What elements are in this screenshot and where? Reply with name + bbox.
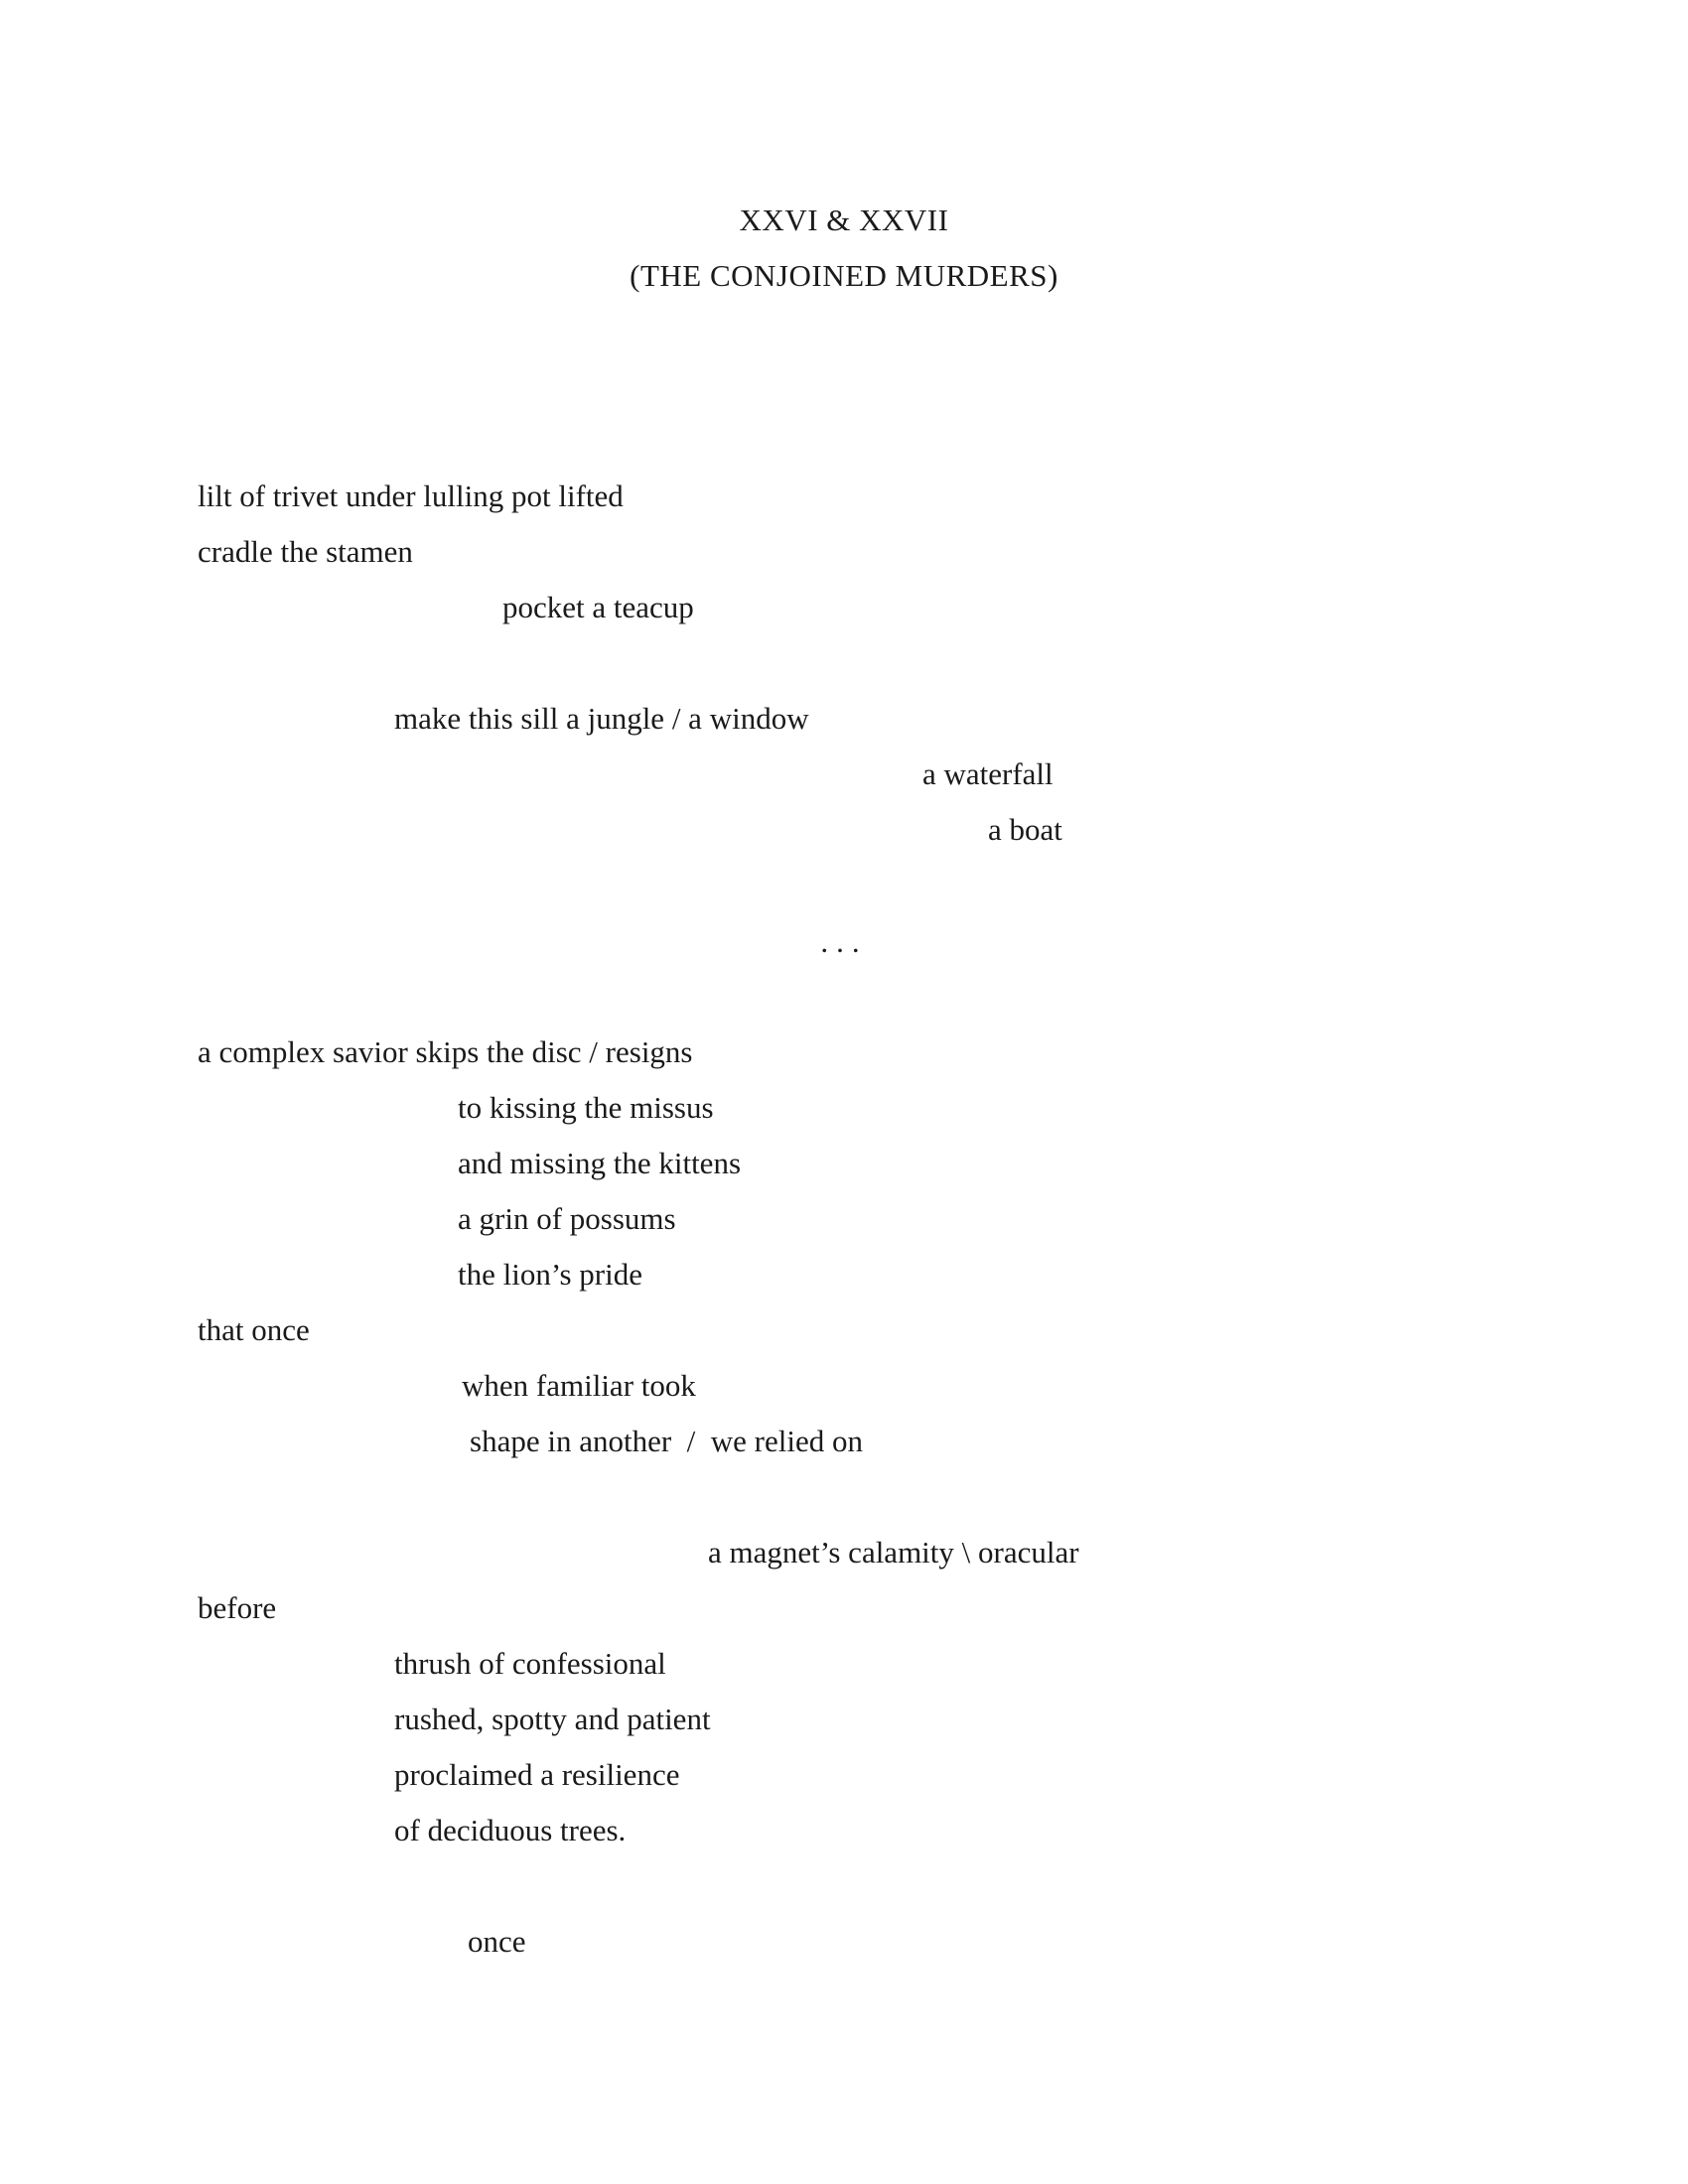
poem-line: a waterfall bbox=[922, 756, 1054, 791]
poem-line: proclaimed a resilience bbox=[394, 1757, 680, 1792]
poem-line: thrush of confessional bbox=[394, 1646, 666, 1681]
poem-line: lilt of trivet under lulling pot lifted bbox=[198, 478, 624, 513]
poem-line: and missing the kittens bbox=[458, 1146, 742, 1180]
poem-line: a magnet’s calamity \ oracular bbox=[708, 1535, 1079, 1570]
poem-line: make this sill a jungle / a window bbox=[394, 701, 809, 736]
poem-line: a grin of possums bbox=[458, 1201, 676, 1236]
poem-line: that once bbox=[198, 1312, 310, 1347]
page-title: XXVI & XXVII bbox=[739, 203, 949, 237]
poem-line: once bbox=[468, 1924, 526, 1959]
section-separator: ... bbox=[820, 924, 868, 959]
page-subtitle: (THE CONJOINED MURDERS) bbox=[630, 258, 1058, 293]
poem-line: a complex savior skips the disc / resigns bbox=[198, 1034, 693, 1069]
poem-line: pocket a teacup bbox=[502, 590, 694, 624]
poem-line: the lion’s pride bbox=[458, 1257, 642, 1292]
poem-line: a boat bbox=[988, 812, 1062, 847]
poem-line: cradle the stamen bbox=[198, 534, 413, 569]
poem-line: before bbox=[198, 1590, 277, 1625]
poem-line: to kissing the missus bbox=[458, 1090, 714, 1125]
poem-line: shape in another / we relied on bbox=[470, 1424, 863, 1458]
poem-line: of deciduous trees. bbox=[394, 1813, 627, 1847]
poem-line: when familiar took bbox=[462, 1368, 696, 1403]
poem-line: rushed, spotty and patient bbox=[394, 1702, 711, 1736]
